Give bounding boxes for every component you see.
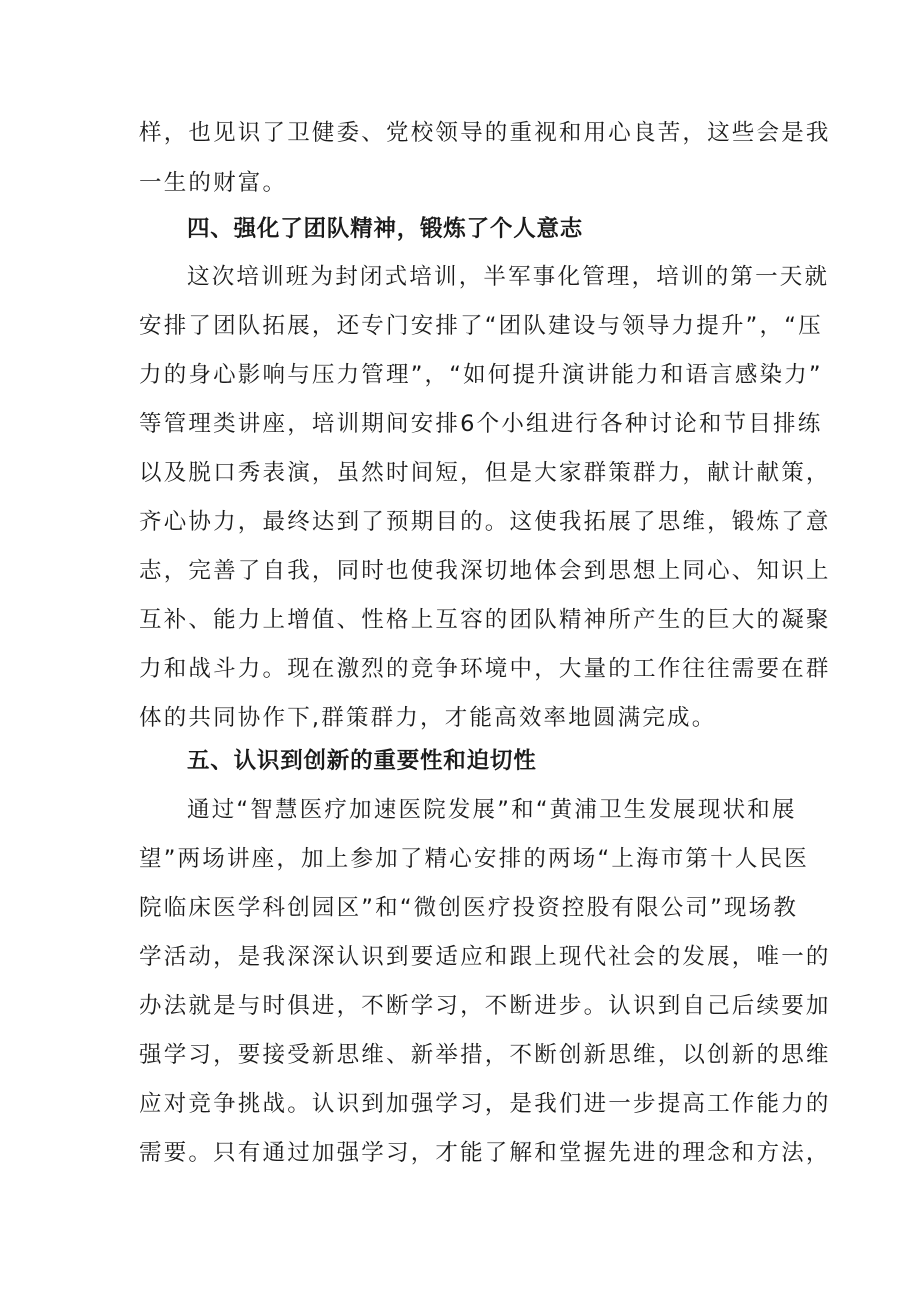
paragraph-line: 院临床医学科创园区”和“微创医疗投资控股有限公司”现场教 xyxy=(139,895,799,921)
paragraph-line: 力和战斗力。现在激烈的竞争环境中，大量的工作往往需要在群 xyxy=(139,656,831,682)
paragraph-line: 办法就是与时俱进，不断学习，不断进步。认识到自己后续要加 xyxy=(139,993,831,1019)
paragraph-line: 等管理类讲座，培训期间安排6个小组进行各种讨论和节目排练 xyxy=(139,411,823,437)
paragraph-line: 体的共同协作下,群策群力，才能高效率地圆满完成。 xyxy=(139,705,717,731)
paragraph-line: 应对竞争挑战。认识到加强学习，是我们进一步提高工作能力的 xyxy=(139,1091,831,1117)
paragraph-line: 需要。只有通过加强学习，才能了解和堂握先进的理念和方法， xyxy=(139,1140,831,1166)
paragraph-line: 通过“智慧医疗加速医院发展”和“黄浦卫生发展现状和展 xyxy=(187,797,797,823)
paragraph-line: 一生的财富。 xyxy=(139,170,288,196)
paragraph-line: 齐心协力，最终达到了预期目的。这使我拓展了思维，锻炼了意 xyxy=(139,509,831,535)
paragraph-line: 安排了团队拓展，还专门安排了“团队建设与领导力提升”，“压 xyxy=(139,313,823,339)
paragraph-line: 学活动，是我深深认识到要适应和跟上现代社会的发展，唯一的 xyxy=(139,944,831,970)
paragraph-line: 以及脱口秀表演，虽然时间短，但是大家群策群力，献计献策， xyxy=(139,460,831,486)
paragraph-line: 互补、能力上增值、性格上互容的团队精神所产生的巨大的凝聚 xyxy=(139,607,831,633)
paragraph-line: 这次培训班为封闭式培训，半军事化管理，培训的第一天就 xyxy=(187,264,830,290)
section-heading-4: 四、强化了团队精神，锻炼了个人意志 xyxy=(187,216,584,242)
paragraph-line: 强学习，要接受新思维、新举措，不断创新思维，以创新的思维 xyxy=(139,1042,831,1068)
paragraph-line: 力的身心影响与压力管理”，“如何提升演讲能力和语言感染力” xyxy=(139,362,823,388)
section-heading-5: 五、认识到创新的重要性和迫切性 xyxy=(187,748,537,774)
paragraph-line: 志，完善了自我，同时也使我深切地体会到思想上同心、知识上 xyxy=(139,558,831,584)
paragraph-line: 样，也见识了卫健委、党校领导的重视和用心良苦，这些会是我 xyxy=(139,120,831,146)
paragraph-line: 望”两场讲座，加上参加了精心安排的两场“上海市第十人民医 xyxy=(139,846,809,872)
